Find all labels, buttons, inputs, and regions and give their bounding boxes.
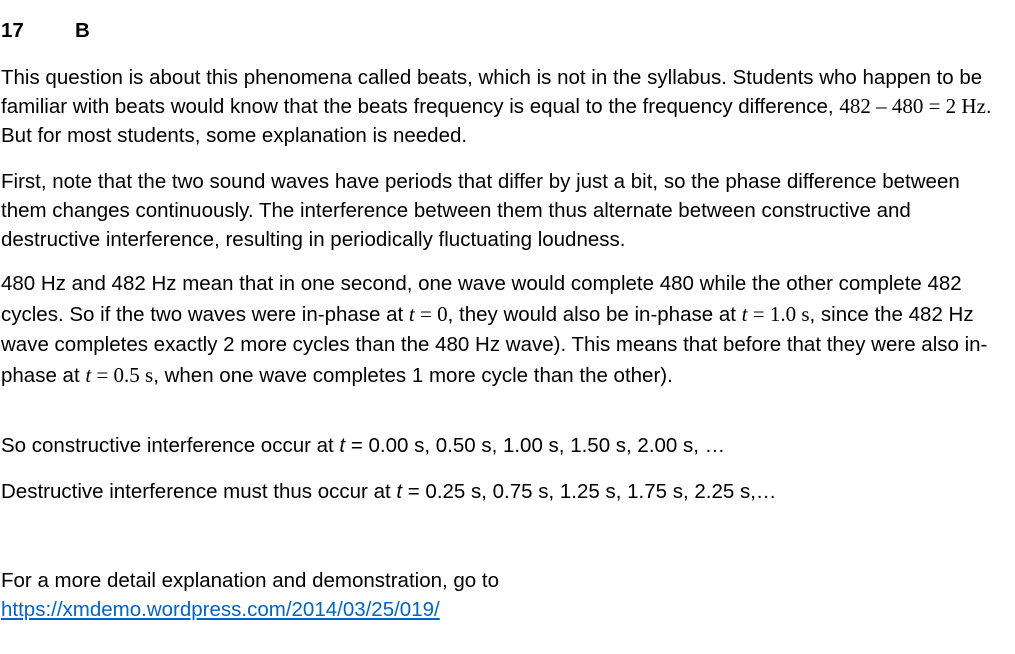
paragraph-text: Destructive interference must thus occur at bbox=[1, 480, 397, 503]
paragraph-text: , since the 482 Hz wave completes exactly 2 more cycles than the 480 Hz wave). This means that before that they were also in-phase at bbox=[1, 303, 988, 387]
paragraph-destructive-times bbox=[1, 477, 1007, 506]
paragraph-phase-difference bbox=[1, 167, 1007, 254]
paragraph-text: This question is about this phenomena called beats, which is not in the syllabus. Students who happen to be familiar with beats would know that the beats frequency is equal to the frequency difference, bbox=[1, 66, 983, 118]
paragraph-text: , when one wave completes 1 more cycle than the other). bbox=[153, 364, 673, 387]
frequency-difference-equation: 482 – 480 = 2 Hz bbox=[839, 94, 986, 118]
paragraph-text: , they would also be in-phase at bbox=[447, 303, 742, 326]
math-expression: = 0.5 s bbox=[91, 363, 154, 387]
paragraph-text: First, note that the two sound waves have periods that differ by just a bit, so the phase difference between them changes continuously. The interference between them thus alternate between constructive and destructive interference, resulting in periodically fluctuating loudness. bbox=[1, 170, 960, 251]
math-variable-t: t bbox=[408, 302, 415, 326]
demo-link[interactable]: https://xmdemo.wordpress.com/2014/03/25/019/ bbox=[1, 598, 440, 621]
paragraph-cycles-explanation bbox=[1, 269, 1007, 391]
math-variable-t: t bbox=[741, 302, 748, 326]
paragraph-text: 480 Hz and 482 Hz mean that in one second, one wave would complete 480 while the other complete 482 cycles. So if the two waves were in-phase at bbox=[1, 272, 962, 326]
paragraph-text: So constructive interference occur at bbox=[1, 434, 340, 457]
math-expression: = 0 bbox=[414, 302, 448, 326]
math-expression: = 1.0 s bbox=[747, 302, 810, 326]
variable-t: t bbox=[396, 480, 403, 503]
variable-t: t bbox=[339, 434, 346, 457]
paragraph-text: = 0.25 s, 0.75 s, 1.25 s, 1.75 s, 2.25 s,… bbox=[402, 480, 777, 503]
paragraph-text: For a more detail explanation and demonstration, go to bbox=[1, 569, 499, 592]
paragraph-text: . But for most students, some explanation is needed. bbox=[1, 95, 992, 147]
paragraph-beats-intro bbox=[1, 63, 1007, 150]
paragraph-constructive-times bbox=[1, 431, 1007, 460]
paragraph-further-reading bbox=[1, 566, 1007, 624]
question-number: 17 bbox=[1, 19, 24, 42]
paragraph-text: = 0.00 s, 0.50 s, 1.00 s, 1.50 s, 2.00 s, … bbox=[345, 434, 726, 457]
math-variable-t: t bbox=[85, 363, 92, 387]
answer-letter: B bbox=[75, 19, 90, 42]
